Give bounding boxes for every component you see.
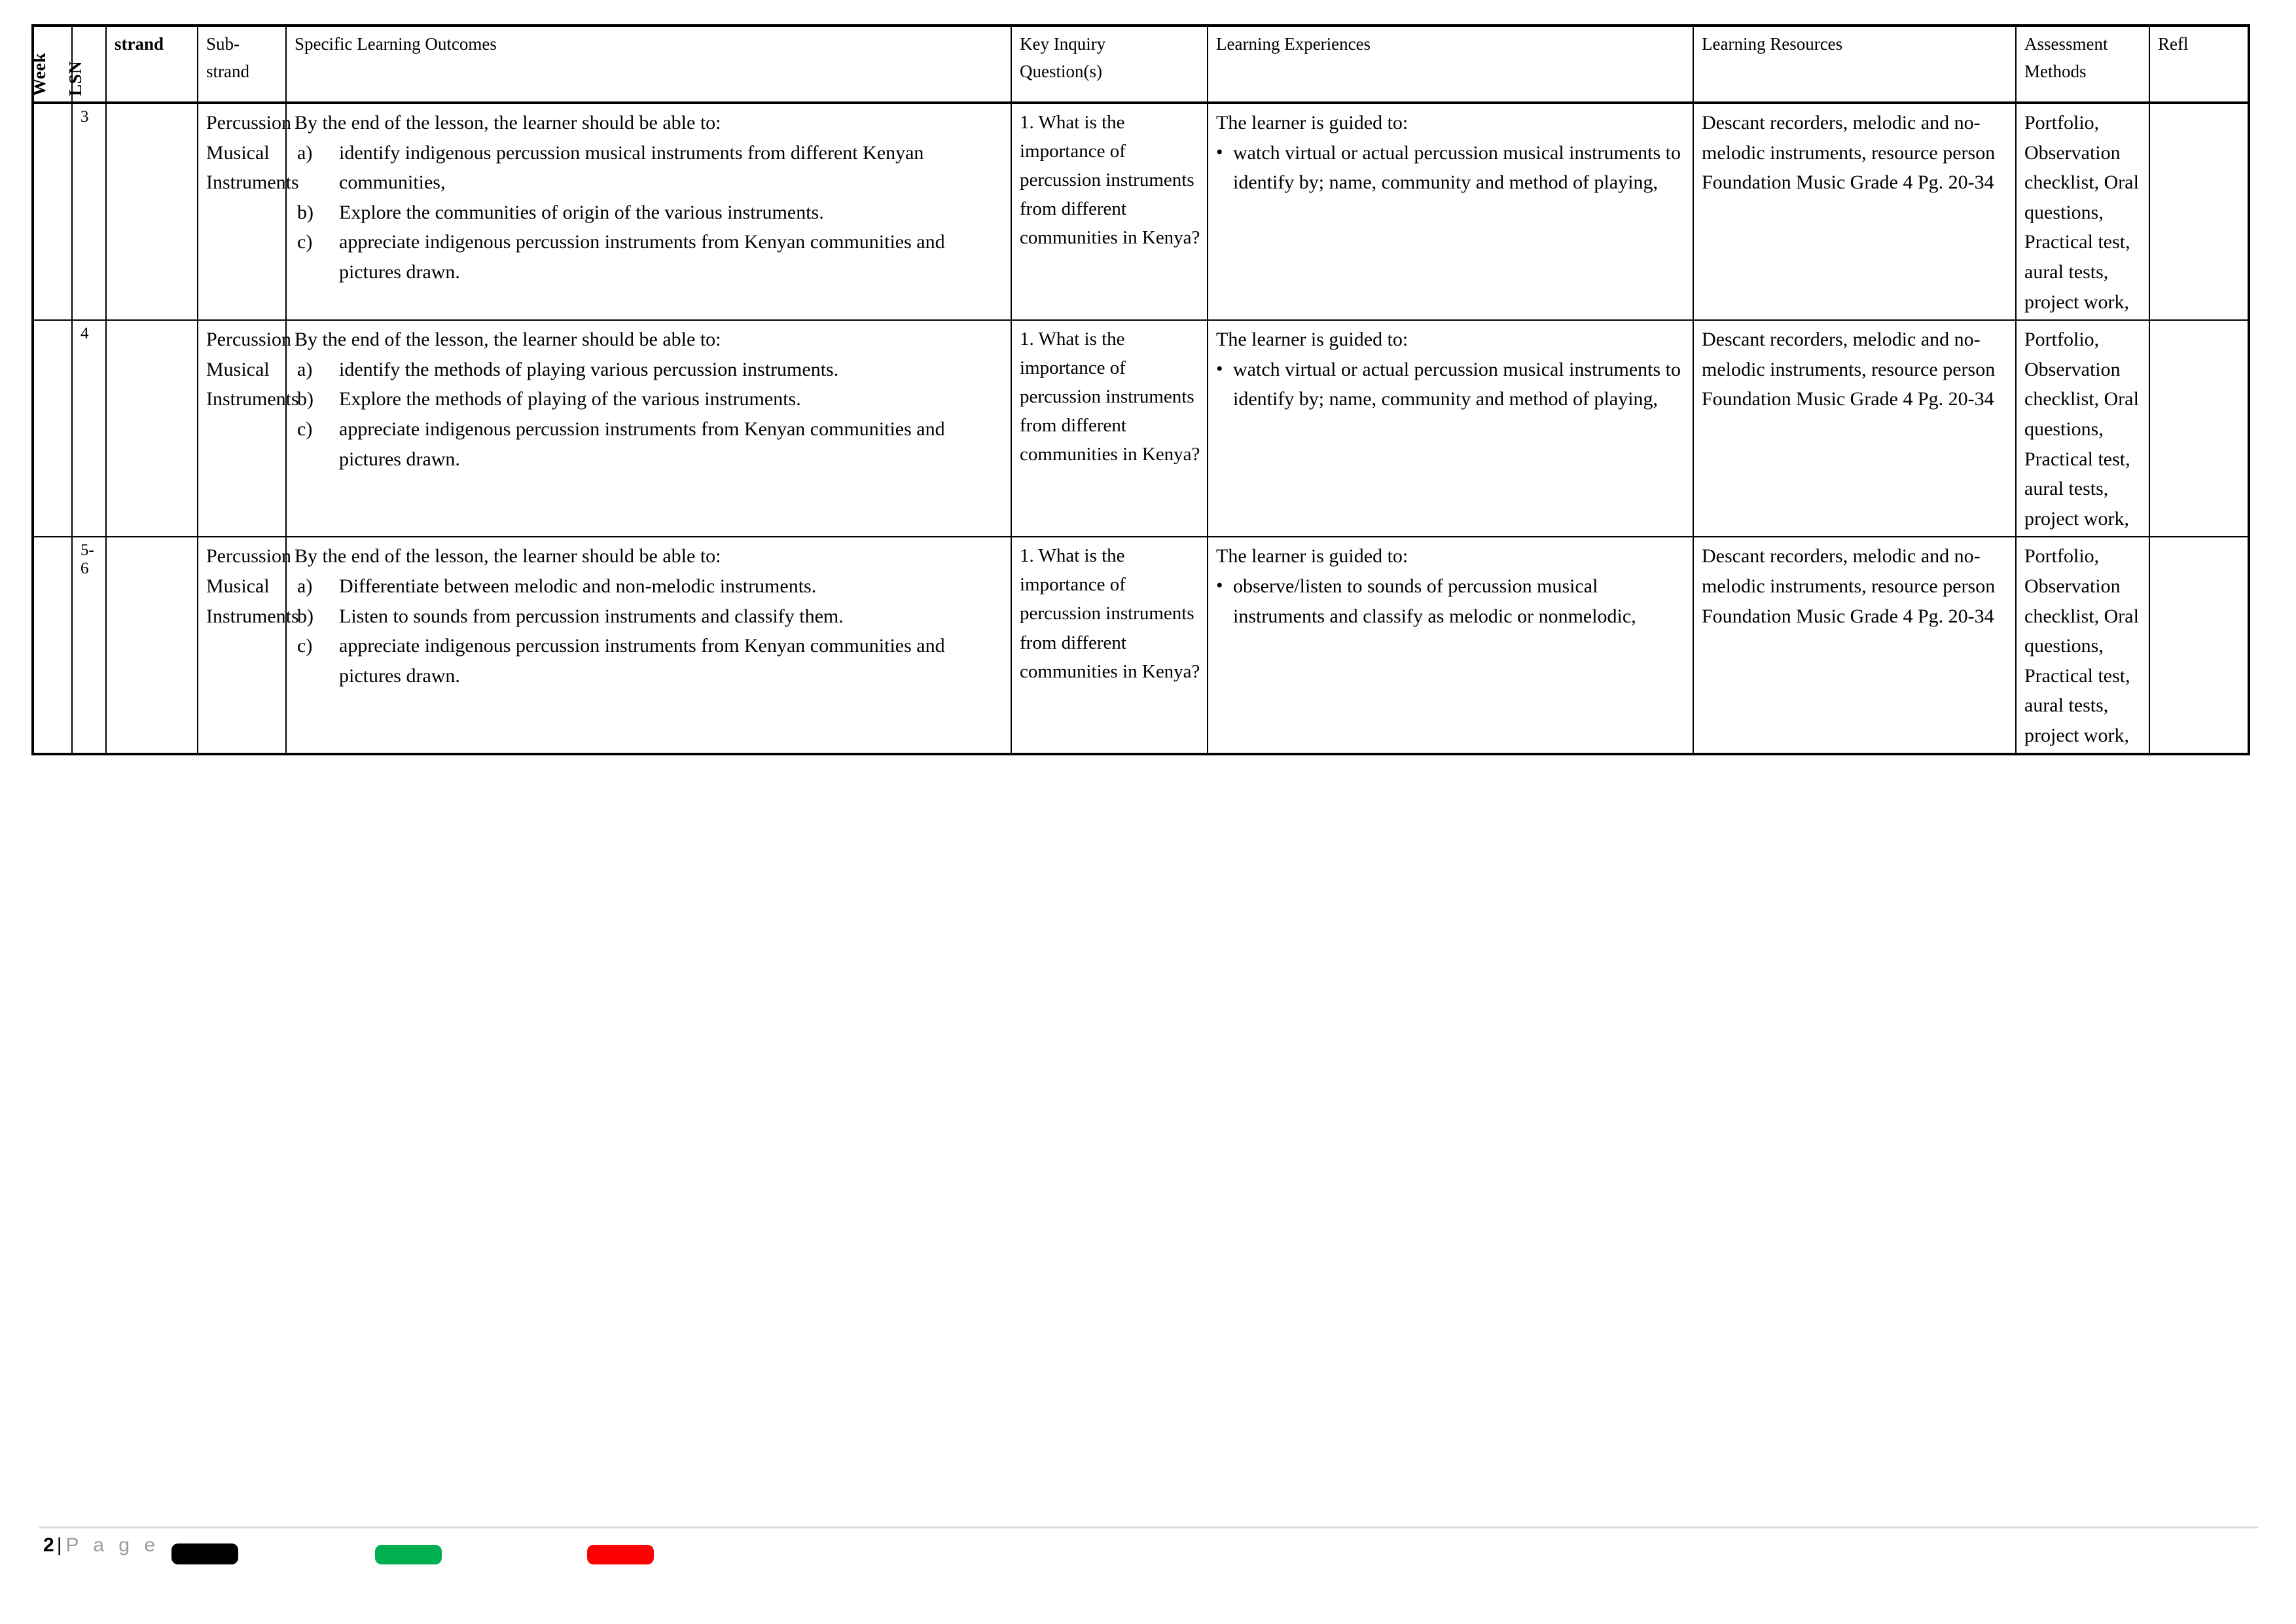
cell-learning-resources: Descant recorders, melodic and no-melodic instruments, resource person Foundation Music Grade 4 Pg. 20-34 [1693,537,2016,754]
list-item-text: Explore the communities of origin of the various instruments. [339,201,824,223]
column-header-assessment-methods [2016,26,2149,103]
column-header-key-inquiry-questions [1011,26,1208,103]
cell-key-inquiry-question: 1. What is the importance of percussion instruments from different communities in Kenya? [1011,320,1208,537]
learning-experiences-list [1216,571,1686,631]
list-item [295,227,1004,287]
list-item [1216,571,1686,631]
list-marker: c) [297,635,313,657]
column-header-lsn-label: LSN [65,60,86,96]
red-redaction-bar [587,1545,654,1564]
cell-week [33,320,72,537]
slo-list [295,138,1004,287]
cell-learning-resources: Descant recorders, melodic and no-melodic instruments, resource person Foundation Music Grade 4 Pg. 20-34 [1693,103,2016,320]
list-item-text: Differentiate between melodic and non-melodic instruments. [339,575,817,597]
column-header-strand: strand [106,26,198,103]
cell-assessment-methods: Portfolio, Observation checklist, Oral questions, Practical test, aural tests, project work, [2016,103,2149,320]
column-header-lsn [65,26,106,103]
cell-specific-learning-outcomes [286,537,1011,754]
list-item-text: Listen to sounds from percussion instruments and classify them. [339,605,844,627]
cell-specific-learning-outcomes [286,320,1011,537]
list-marker: c) [297,418,313,440]
bullet-icon: • [1216,574,1223,596]
column-header-week-label: Week [29,52,49,96]
table-body [33,103,2249,754]
list-marker: a) [297,141,313,164]
cell-learning-experiences [1208,103,1693,320]
slo-lead-text: By the end of the lesson, the learner should be able to: [295,112,721,134]
cell-learning-experiences [1208,320,1693,537]
assessment-header-line-2: Methods [2024,61,2087,81]
key-inquiry-header-line-2: Question(s) [1020,61,1102,81]
cell-refl [2149,320,2249,537]
footer-divider [39,1526,2258,1528]
learning-experiences-list [1216,138,1686,198]
bullet-icon: • [1216,357,1223,380]
page-number-value: 2 [43,1534,54,1556]
cell-learning-experiences [1208,537,1693,754]
cell-sub-strand: Percussion Musical Instruments [198,320,286,537]
list-item-text: Explore the methods of playing of the various instruments. [339,388,801,410]
column-header-learning-experiences: Learning Experiences [1208,26,1693,103]
list-item-text: watch virtual or actual percussion musical instruments to identify by; name, community and method of playing, [1233,358,1681,410]
scheme-of-work-table-container [31,24,2248,755]
cell-learning-resources: Descant recorders, melodic and no-melodic instruments, resource person Foundation Music Grade 4 Pg. 20-34 [1693,320,2016,537]
le-lead-text: The learner is guided to: [1216,545,1408,568]
cell-sub-strand: Percussion Musical Instruments [198,103,286,320]
list-item [295,631,1004,691]
cell-refl [2149,537,2249,754]
cell-refl [2149,103,2249,320]
list-item [295,414,1004,474]
list-item-text: appreciate indigenous percussion instruments from Kenyan communities and pictures drawn. [339,418,945,470]
list-marker: b) [297,605,314,627]
cell-lsn: 4 [72,320,106,537]
list-item [295,571,1004,602]
learning-experiences-list [1216,355,1686,414]
bullet-icon: • [1216,141,1223,163]
page-number-footer [43,1534,160,1557]
black-redaction-bar [171,1543,238,1564]
le-lead-text: The learner is guided to: [1216,329,1408,351]
le-lead-text: The learner is guided to: [1216,112,1408,134]
cell-key-inquiry-question: 1. What is the importance of percussion instruments from different communities in Kenya? [1011,103,1208,320]
list-item-text: identify the methods of playing various percussion instruments. [339,358,839,380]
cell-assessment-methods: Portfolio, Observation checklist, Oral questions, Practical test, aural tests, project work, [2016,537,2149,754]
cell-strand [106,320,198,537]
list-item [295,138,1004,198]
page-number-separator: | [56,1534,62,1556]
list-item [1216,355,1686,414]
key-inquiry-header-line-1: Key Inquiry [1020,34,1106,54]
table-row [33,320,2249,537]
page-label-word: P a g e [65,1534,160,1556]
slo-lead-text: By the end of the lesson, the learner should be able to: [295,545,721,568]
assessment-header-line-1: Assessment [2024,34,2108,54]
column-header-refl: Refl [2149,26,2249,103]
column-header-learning-resources: Learning Resources [1693,26,2016,103]
cell-lsn: 3 [72,103,106,320]
slo-lead-text: By the end of the lesson, the learner should be able to: [295,329,721,351]
list-marker: b) [297,201,314,223]
cell-lsn: 5-6 [72,537,106,754]
list-item [295,198,1004,228]
list-marker: b) [297,388,314,410]
list-item [1216,138,1686,198]
cell-week [33,103,72,320]
green-redaction-bar [375,1545,442,1564]
list-item [295,355,1004,385]
list-item [295,602,1004,632]
list-item [295,384,1004,414]
slo-list [295,571,1004,691]
cell-specific-learning-outcomes [286,103,1011,320]
cell-assessment-methods: Portfolio, Observation checklist, Oral questions, Practical test, aural tests, project work, [2016,320,2149,537]
table-header-row [33,26,2249,103]
cell-strand [106,103,198,320]
list-marker: a) [297,575,313,597]
column-header-sub-strand: Sub-strand [198,26,286,103]
list-marker: c) [297,231,313,253]
cell-sub-strand: Percussion Musical Instruments [198,537,286,754]
list-item-text: observe/listen to sounds of percussion musical instruments and classify as melodic or nonmelodic, [1233,575,1636,627]
slo-list [295,355,1004,474]
list-item-text: appreciate indigenous percussion instruments from Kenyan communities and pictures drawn. [339,635,945,687]
list-item-text: watch virtual or actual percussion musical instruments to identify by; name, community and method of playing, [1233,141,1681,194]
list-marker: a) [297,358,313,380]
list-item-text: identify indigenous percussion musical instruments from different Kenyan communities, [339,141,924,194]
cell-week [33,537,72,754]
column-header-specific-learning-outcomes: Specific Learning Outcomes [286,26,1011,103]
list-item-text: appreciate indigenous percussion instruments from Kenyan communities and pictures drawn. [339,231,945,283]
cell-strand [106,537,198,754]
cell-key-inquiry-question: 1. What is the importance of percussion instruments from different communities in Kenya? [1011,537,1208,754]
scheme-of-work-table [31,24,2250,755]
table-row [33,537,2249,754]
table-row [33,103,2249,320]
